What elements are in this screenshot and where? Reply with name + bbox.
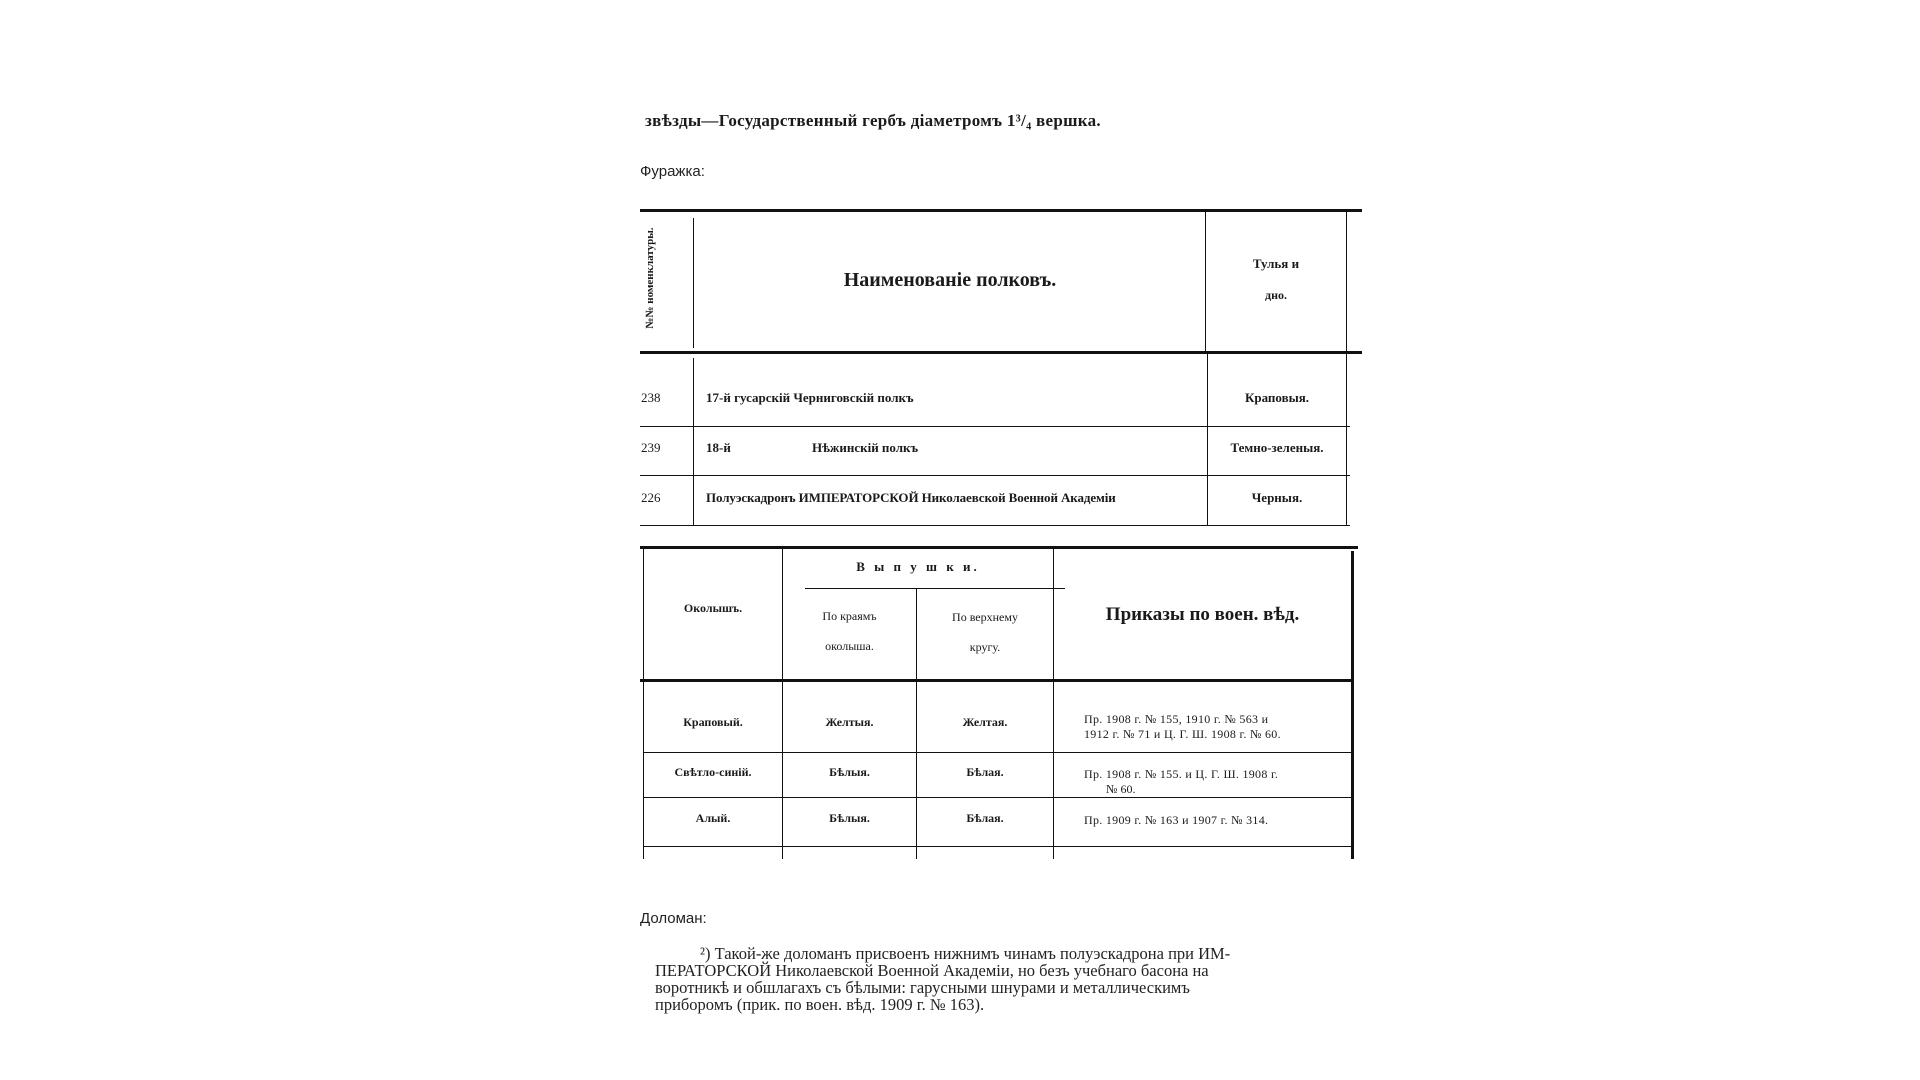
table-row bbox=[644, 702, 1352, 750]
table2-header-top-line1: По верхнему bbox=[952, 610, 1018, 624]
table1-header-name: Наименованіе полковъ. bbox=[843, 269, 1057, 291]
row-order-line1: Пр. 1908 г. № 155, 1910 г. № 563 и bbox=[1084, 712, 1269, 726]
table2-row-rule bbox=[644, 797, 1352, 798]
row-edge-piping: Желтыя. bbox=[825, 715, 874, 729]
footnote-line: приборомъ (прик. по воен. вѣд. 1909 г. № 163). bbox=[655, 995, 985, 1014]
row-order-line2: 1912 г. № 71 и Ц. Г. Ш. 1908 г. № 60. bbox=[1084, 727, 1281, 741]
row-band-color: Краповый. bbox=[683, 715, 743, 729]
footnote-line: ²) Такой-же доломанъ присвоенъ нижнимъ чинамъ полуэскадрона при ИМ- bbox=[700, 944, 1231, 963]
table2-header-piping: В ы п у ш к и. bbox=[856, 559, 980, 574]
table2-header-rule bbox=[640, 679, 1352, 682]
table2-header-top-line2: кругу. bbox=[969, 640, 1001, 654]
row-regiment-number: 18-й bbox=[706, 440, 731, 455]
row-order-line1: Пр. 1908 г. № 155. и Ц. Г. Ш. 1908 г. bbox=[1084, 767, 1279, 781]
row-regiment-name: 17-й гусарскій Черниговскій полкъ bbox=[706, 390, 914, 405]
table-row bbox=[644, 757, 1352, 795]
top-text-line: звѣзды—Государственный гербъ діаметромъ 1³/₄ вершка. bbox=[645, 111, 1101, 130]
row-number: 239 bbox=[641, 440, 661, 455]
table2-header-orders: Приказы по воен. вѣд. bbox=[1105, 604, 1300, 625]
table2-header-band: Околышъ. bbox=[683, 601, 743, 615]
cap-section-label: Фуражка: bbox=[640, 163, 705, 180]
row-crown-color: Краповыя. bbox=[1244, 390, 1310, 405]
row-regiment-name: Полуэскадронъ ИМПЕРАТОРСКОЙ Николаевской Военной Академіи bbox=[706, 490, 1116, 505]
row-edge-piping: Бѣлыя. bbox=[829, 811, 870, 825]
footnote-block bbox=[655, 945, 1317, 1013]
table1-header-number: №№ номенклатуры. bbox=[644, 227, 656, 329]
row-top-piping: Бѣлая. bbox=[966, 765, 1004, 779]
row-order-line2: № 60. bbox=[1106, 782, 1136, 796]
table2-header-edges-line1: По краямъ bbox=[822, 609, 877, 623]
footnote-line: ПЕРАТОРСКОЙ Николаевской Военной Академіи, но безъ учебнаго басона на bbox=[655, 961, 1209, 980]
row-top-piping: Желтая. bbox=[962, 715, 1008, 729]
row-band-color: Свѣтло-синій. bbox=[674, 765, 752, 779]
row-regiment-name: Нѣжинскій полкъ bbox=[812, 440, 919, 455]
row-edge-piping: Бѣлыя. bbox=[829, 765, 870, 779]
row-band-color: Алый. bbox=[695, 811, 731, 825]
table1-header-crown-line2: дно. bbox=[1265, 288, 1287, 302]
footnote-line: воротникѣ и обшлагахъ съ бѣлыми: гарусными шнурами и металлическимъ bbox=[655, 978, 1190, 997]
row-crown-color: Темно-зеленыя. bbox=[1230, 440, 1324, 455]
dolman-section-label: Доломан: bbox=[640, 910, 707, 927]
table2-top-rule bbox=[640, 546, 1358, 549]
row-order-line1: Пр. 1909 г. № 163 и 1907 г. № 314. bbox=[1084, 813, 1269, 827]
table2-row-rule bbox=[644, 752, 1352, 753]
row-crown-color: Черныя. bbox=[1251, 490, 1303, 505]
row-number: 226 bbox=[641, 490, 661, 505]
table2-piping-rule bbox=[805, 588, 1065, 589]
table2-bottom-rule bbox=[644, 846, 1352, 847]
row-number: 238 bbox=[641, 390, 661, 405]
table-row bbox=[644, 803, 1352, 843]
row-top-piping: Бѣлая. bbox=[966, 811, 1004, 825]
table1-header-crown-line1: Тулья и bbox=[1252, 256, 1300, 271]
table2-header-edges-line2: околыша. bbox=[825, 639, 874, 653]
